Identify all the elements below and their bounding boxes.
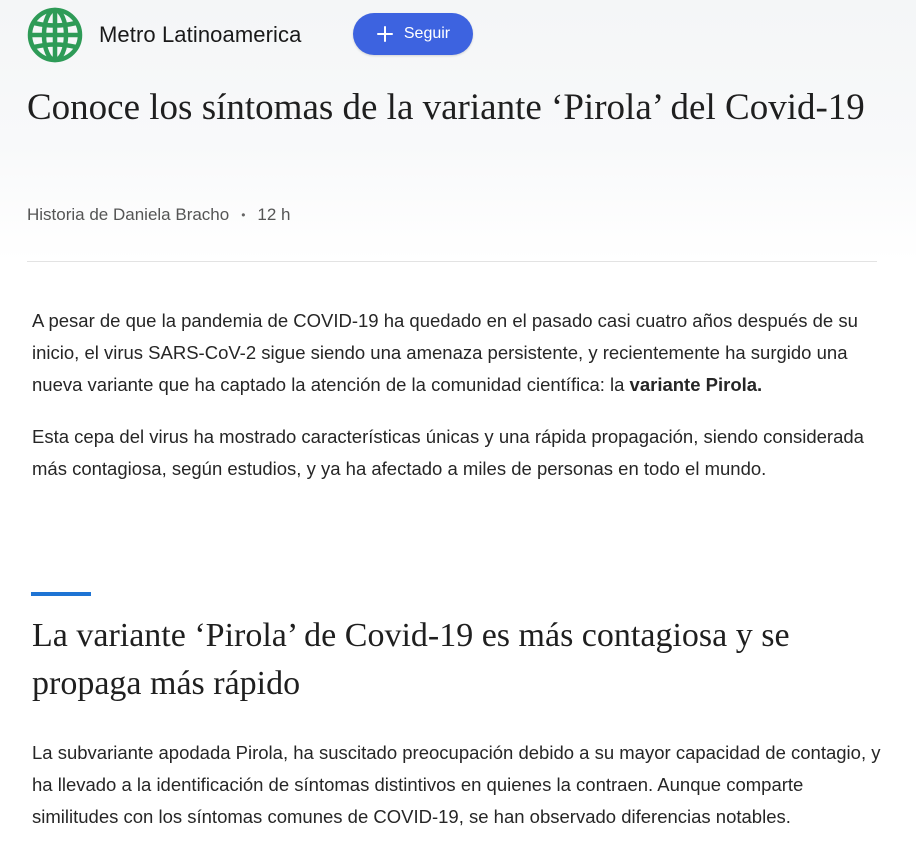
section-body [32, 737, 892, 833]
byline-author[interactable]: Historia de Daniela Bracho [27, 205, 230, 224]
paragraph-intro [32, 305, 892, 401]
paragraph-intro-text: A pesar de que la pandemia de COVID-19 ha quedado en el pasado casi cuatro años después de su inicio, el virus SARS-CoV-2 sigue siendo una amenaza persistente, y recientemente ha surgido una nueva variante que ha captado la atención de la comunidad científica: la [32, 310, 858, 395]
paragraph-second: Esta cepa del virus ha mostrado características únicas y una rápida propagación, siendo considerada más contagiosa, según estudios, y ya ha afectado a miles de personas en todo el mundo. [32, 426, 864, 479]
globe-icon[interactable] [26, 6, 84, 64]
header-divider [27, 261, 877, 262]
section-heading: La variante ‘Pirola’ de Covid-19 es más contagiosa y se propaga más rápido [32, 617, 790, 702]
article-header [0, 0, 916, 262]
follow-button-label: Seguir [403, 25, 451, 42]
article-title: Conoce los síntomas de la variante ‘Pirola’ del Covid-19 [27, 87, 865, 128]
byline [27, 205, 291, 225]
section-paragraph: La subvariante apodada Pirola, ha suscitado preocupación debido a su mayor capacidad de contagio, y ha llevado a la identificación de síntomas distintivos en quienes la contraen. Aunque comparte similitudes con los síntomas comunes de COVID-19, se han observado diferencias notables. [32, 742, 881, 827]
publisher-row [26, 6, 301, 64]
byline-time: 12 h [257, 205, 291, 224]
byline-separator: • [241, 208, 246, 222]
section-accent-bar [31, 592, 91, 596]
publisher-name[interactable]: Metro Latinoamerica [99, 22, 302, 47]
article-body [32, 305, 892, 485]
plus-icon [376, 25, 394, 43]
follow-button[interactable] [353, 13, 473, 55]
paragraph-intro-bold: variante Pirola. [629, 374, 763, 395]
